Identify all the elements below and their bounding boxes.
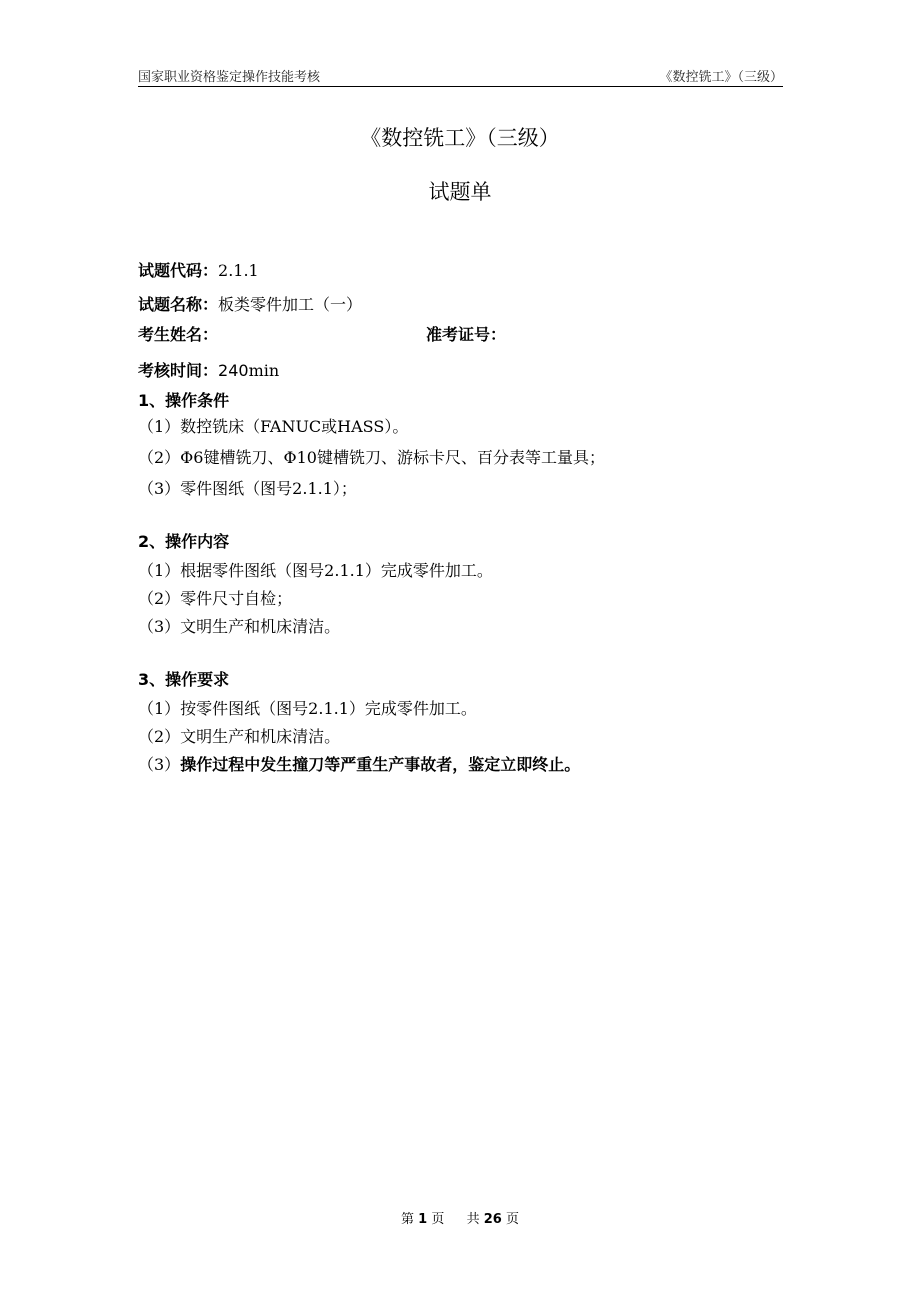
question-code-value: 2.1.1: [218, 261, 259, 280]
total-pages: 26: [483, 1212, 502, 1227]
question-name-label: 试题名称：: [138, 295, 219, 314]
exam-time-row: [138, 358, 279, 381]
list-item: （2）零件尺寸自检；: [138, 589, 293, 608]
document-title: 《数控铣工》（三级）: [360, 126, 560, 150]
exam-time-unit: min: [248, 361, 280, 380]
candidate-name-row: [138, 322, 218, 345]
document-subtitle: 试题单: [428, 180, 492, 204]
header-left-text: 国家职业资格鉴定操作技能考核: [138, 70, 321, 85]
list-item: （1）数控铣床（FANUC或HASS）。: [138, 417, 409, 436]
question-name-row: [138, 292, 362, 315]
exam-number-row: [426, 322, 506, 345]
question-code-row: [138, 258, 259, 281]
list-item: （2）Φ6键槽铣刀、Φ10键槽铣刀、游标卡尺、百分表等工量具；: [138, 448, 605, 467]
total-suffix: 页: [506, 1212, 520, 1227]
page-suffix: 页: [431, 1212, 445, 1227]
list-item: （2）文明生产和机床清洁。: [138, 727, 341, 746]
safety-warning-text: 操作过程中发生撞刀等严重生产事故者，鉴定立即终止。: [180, 755, 581, 774]
header-right-text: 《数控铣工》（三级）: [659, 70, 783, 85]
page-footer: [0, 1208, 920, 1227]
total-prefix: 共: [466, 1212, 480, 1227]
exam-number-label: 准考证号：: [426, 325, 507, 344]
page-header: [138, 64, 783, 87]
exam-time-label: 考核时间：: [138, 361, 219, 380]
exam-time-number: 240: [218, 361, 249, 380]
list-item: （1）根据零件图纸（图号2.1.1）完成零件加工。: [138, 561, 493, 580]
list-item-bold-warning: [138, 752, 580, 775]
section-heading-conditions: 1、操作条件: [138, 391, 230, 410]
question-name-value: 板类零件加工（一）: [218, 295, 363, 314]
page-prefix: 第: [400, 1212, 414, 1227]
list-item-prefix: （3）: [138, 755, 181, 774]
list-item: （3）文明生产和机床清洁。: [138, 617, 341, 636]
section-heading-content: 2、操作内容: [138, 532, 230, 551]
candidate-name-label: 考生姓名：: [138, 325, 219, 344]
question-code-label: 试题代码：: [138, 261, 219, 280]
list-item: （1）按零件图纸（图号2.1.1）完成零件加工。: [138, 699, 477, 718]
list-item: （3）零件图纸（图号2.1.1）；: [138, 479, 357, 498]
section-heading-requirements: 3、操作要求: [138, 670, 230, 689]
page-number: 1: [418, 1212, 428, 1227]
